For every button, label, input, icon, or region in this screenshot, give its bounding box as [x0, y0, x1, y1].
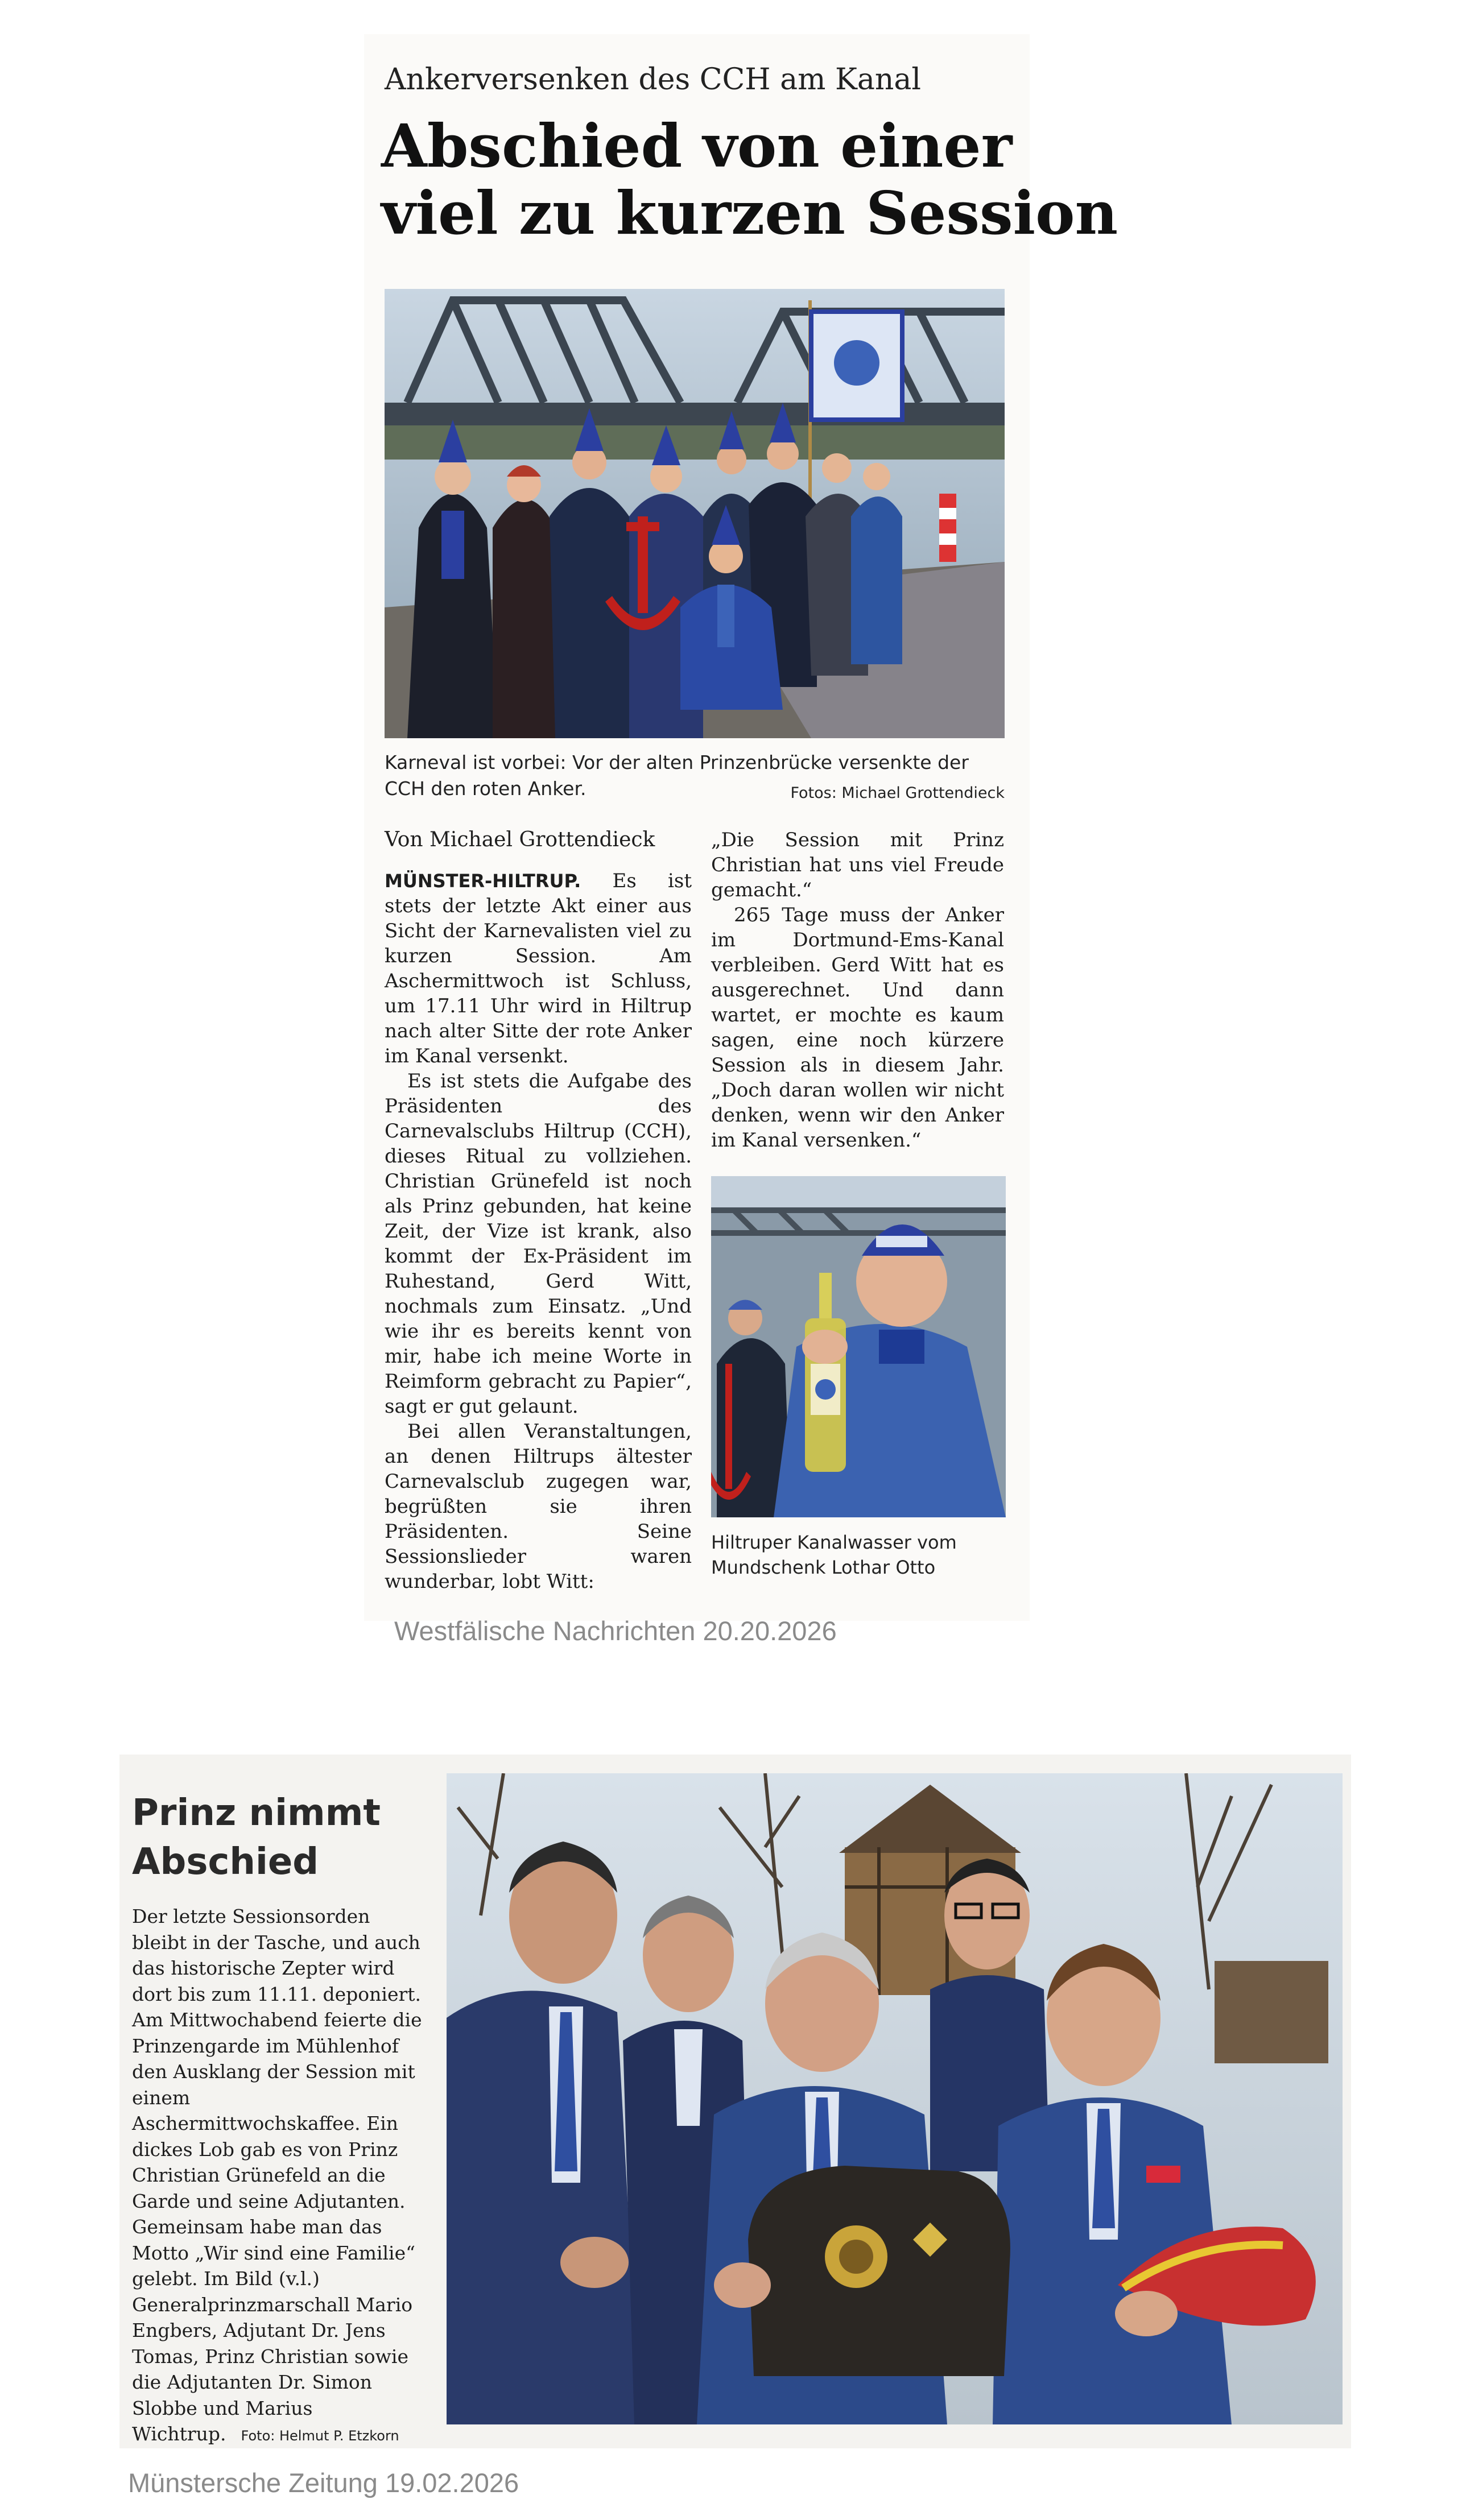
paragraph-2: Es ist stets die Aufgabe des Präsidenten des Carnevalsclubs Hiltrup (CCH), dieses Ritual zu vollziehen. Christian Grünefeld ist noch als Prinz gebunden, hat keine Zeit, der Vize ist krank, also kommt der Ex-Präsident im Ruhestand, Gerd Witt, nochmals zum Einsatz. „Und wie ihr es bereits kennt von mir, habe ich meine Worte in Reimform gebracht zu Papier“, sagt er gut gelaunt. — [385, 1070, 692, 1418]
source-label-mz: Münstersche Zeitung 19.02.2026 — [128, 2468, 519, 2498]
article-column-left — [385, 827, 692, 1594]
photo1-credit: Fotos: Michael Grottendieck — [790, 784, 1005, 802]
prinz-body-text: Der letzte Sessionsorden bleibt in der Tasche, und auch das historische Zepter wird dort bis zum 11.11. deponiert. Am Mittwochabend feierte die Prinzengarde im Mühlenhof den Ausklang der Session mit einem Aschermittwochskaffee. Ein dickes Lob gab es von Prinz Christian Grünefeld an die Garde und seine Adjutanten. Gemeinsam habe man das Motto „Wir sind eine Familie“ gelebt. Im Bild (v.l.) Generalprinzmarschall Mario Engbers, Adjutant Dr. Jens Tomas, Prinz Christian sowie die Adjutanten Dr. Simon Slobbe und Marius Wichtrup. — [132, 1905, 422, 2445]
paragraph-1-text: Es ist stets der letzte Akt einer aus Sicht der Karnevalisten viel zu kurzen Session. Am Aschermittwoch ist Schluss, um 17.11 Uhr wird in Hiltrup nach alter Sitte der rote Anker im Kanal versenkt. — [385, 870, 692, 1067]
paragraph-5: 265 Tage muss der Anker im Dortmund-Ems-Kanal verbleiben. Gerd Witt hat es ausgerechnet. Und dann wartet, er mochte es kaum sagen, eine noch kürzere Session als in diesem Jahr. „Doch daran wollen wir nicht denken, wenn wir den Anker im Kanal versenken.“ — [711, 904, 1004, 1152]
photo1-caption-text: Karneval ist vorbei: Vor der alten Prinzenbrücke versenkte der CCH den roten Anker. — [385, 751, 969, 800]
prinz-headline-line-1: Prinz nimmt — [132, 1792, 381, 1834]
bridge-group-photo — [385, 289, 1005, 738]
article-body-prinz — [132, 1904, 422, 2449]
bottle-portrait-photo — [711, 1176, 1006, 1517]
dateline: MÜNSTER-HILTRUP. — [385, 870, 581, 892]
article-headline-prinz — [132, 1789, 381, 1886]
prinzengarde-group-photo — [447, 1773, 1343, 2424]
prinz-headline-line-2: Abschied — [132, 1841, 319, 1883]
newspaper-clipping-mz — [119, 1755, 1351, 2448]
headline-line-2: viel zu kurzen Session — [381, 178, 1118, 248]
article-kicker: Ankerversenken des CCH am Kanal — [385, 63, 921, 97]
newspaper-clipping-wn — [364, 34, 1118, 1621]
photo2-caption: Hiltruper Kanalwasser vom Mundschenk Lothar Otto — [711, 1532, 957, 1578]
photo3-credit: Foto: Helmut P. Etzkorn — [241, 2428, 399, 2444]
source-label-wn: Westfälische Nachrichten 20.20.2026 — [394, 1616, 837, 1646]
article-headline — [381, 111, 1118, 248]
byline: Von Michael Grottendieck — [385, 828, 655, 851]
photo1-caption — [385, 750, 1005, 806]
headline-line-1: Abschied von einer — [381, 111, 1013, 181]
paragraph-1 — [385, 868, 692, 1069]
article-column-right — [711, 827, 1004, 1153]
paragraph-4: „Die Session mit Prinz Christian hat uns viel Freude gemacht.“ — [711, 829, 1004, 901]
paragraph-3: Bei allen Veranstaltungen, an denen Hiltrups ältester Carnevalsclub zugegen war, begrüßten sie ihren Präsidenten. Seine Sessionslieder waren wunderbar, lobt Witt: — [385, 1420, 692, 1593]
